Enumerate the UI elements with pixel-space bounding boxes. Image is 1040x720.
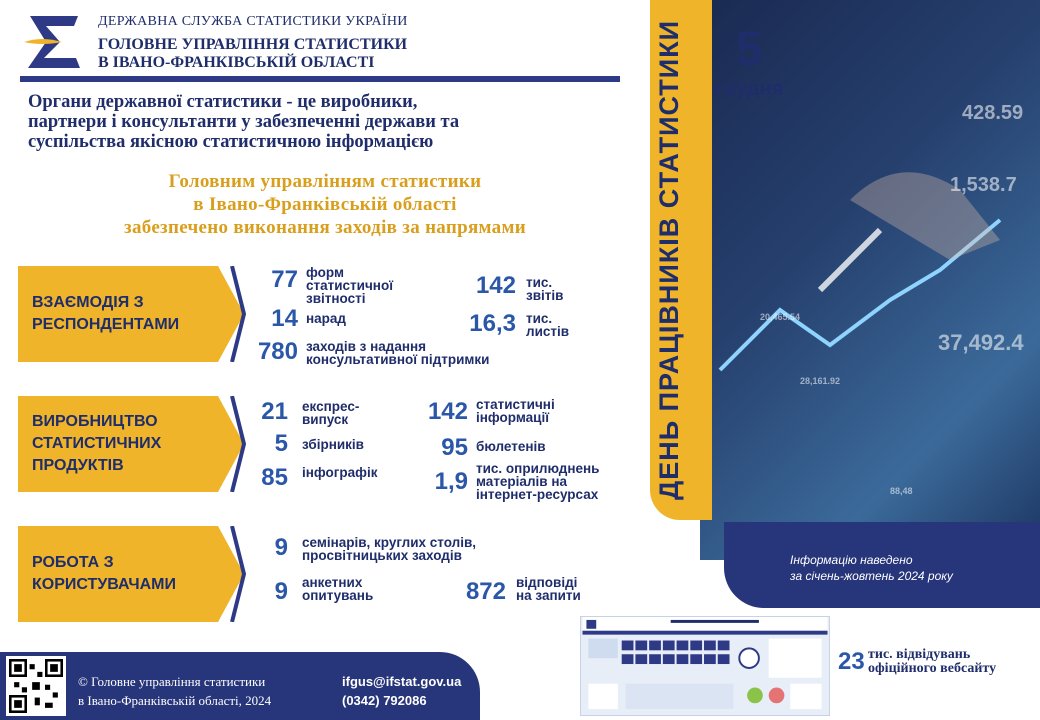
banner-vertical-title: ДЕНЬ ПРАЦІВНИКІВ СТАТИСТИКИ [654, 19, 684, 500]
phone-number: (0342) 792086 [342, 693, 427, 708]
stat-label: статистичні інформації [476, 397, 555, 425]
stat-label: бюлетенів [476, 439, 546, 454]
background-figure: 37,492.4 [938, 330, 1024, 355]
stat-value: 780 [257, 338, 298, 365]
stat-value: 95 [441, 434, 468, 461]
background-figure: 428.59 [962, 102, 1024, 124]
background-figure: 28,161.92 [800, 376, 841, 386]
section-users-label: РОБОТА З КОРИСТУВАЧАМИ [18, 526, 218, 622]
footer-contact [342, 672, 461, 710]
banner-month: грудня [716, 78, 784, 100]
banner-day: 5 [736, 23, 763, 76]
stat-value: 9 [274, 578, 288, 605]
website-visits-label: тис. відвідувань офіційного вебсайту [868, 647, 997, 676]
stat-label: інфографік [302, 465, 378, 480]
stat-value: 872 [465, 578, 506, 605]
stat-value: 5 [274, 430, 288, 457]
stat-value: 142 [475, 272, 516, 299]
stat-label: збірників [302, 437, 364, 452]
subtitle: Головним управлінням статистики в Івано-Франківській області забезпечено виконання заходів за напрямами [124, 171, 526, 238]
stat-value: 16,3 [469, 310, 516, 337]
stat-value: 77 [271, 266, 298, 293]
qr-code-icon[interactable] [6, 656, 66, 716]
stat-label: заходів з надання консультативної підтримки [306, 339, 490, 367]
stat-value: 21 [261, 398, 288, 425]
header-divider [20, 76, 620, 82]
background-figure: 88,48 [890, 486, 913, 496]
stat-value: 142 [427, 398, 468, 425]
stat-label: відповіді на запити [516, 575, 581, 603]
website-visits-value: 23 [838, 648, 865, 675]
section-production-label: ВИРОБНИЦТВО СТАТИСТИЧНИХ ПРОДУКТІВ [18, 396, 218, 492]
website-screenshot[interactable] [580, 616, 830, 716]
stat-label: форм статистичної звітності [306, 265, 393, 306]
footer-copyright: © Головне управління статистики в Івано-Франківській області, 2024 [78, 674, 272, 708]
intro-text: Органи державної статистики - це виробники, партнери і консультанти у забезпеченні держави та суспільства якісною статистичною інформацією [28, 92, 460, 152]
stat-label: семінарів, круглих столів, просвітницьких заходів [302, 535, 477, 563]
stat-value: 1,9 [434, 468, 468, 495]
stat-label: нарад [306, 311, 346, 326]
stat-label: тис. оприлюднень матеріалів на інтернет-ресурсах [476, 461, 600, 502]
stat-value: 9 [274, 534, 288, 561]
stat-label: тис. звітів [526, 275, 564, 303]
background-figure: 1,538.7 [950, 174, 1017, 196]
stat-label: анкетних опитувань [302, 575, 374, 603]
background-figure: 20,465.54 [760, 312, 801, 322]
stat-label: експрес- випуск [302, 399, 360, 427]
section-respondents-label: ВЗАЄМОДІЯ З РЕСПОНДЕНТАМИ [18, 266, 218, 362]
info-note: Інформацію наведено за січень-жовтень 2024 року [790, 553, 953, 583]
stat-value: 14 [271, 305, 298, 332]
sigma-logo-icon [22, 12, 86, 72]
stat-value: 85 [261, 464, 288, 491]
email-link[interactable]: ifgus@ifstat.gov.ua [342, 674, 462, 689]
agency-name: ДЕРЖАВНА СЛУЖБА СТАТИСТИКИ УКРАЇНИ [98, 14, 408, 29]
office-name: ГОЛОВНЕ УПРАВЛІННЯ СТАТИСТИКИ В ІВАНО-ФРАНКІВСЬКІЙ ОБЛАСТІ [98, 36, 408, 71]
stat-label: тис. листів [526, 311, 570, 339]
